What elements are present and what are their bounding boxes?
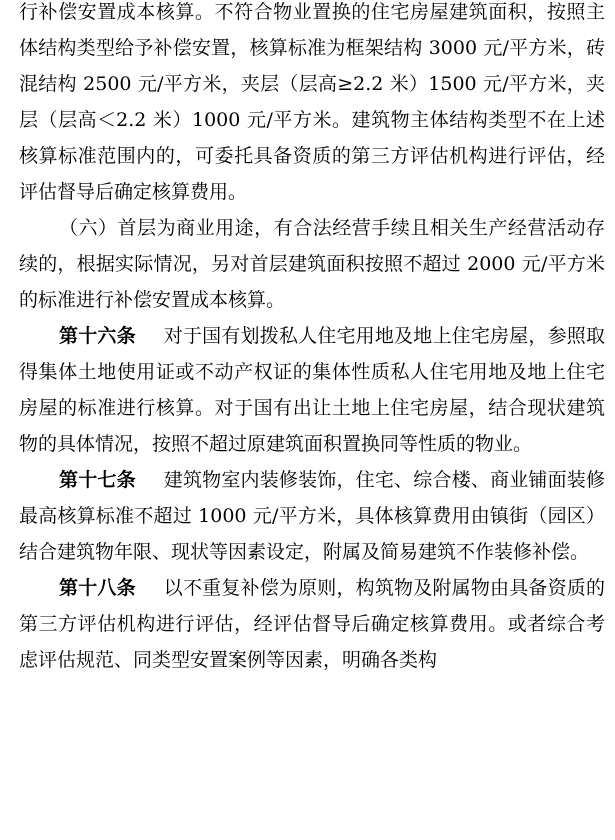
paragraph-text: 行补偿安置成本核算。不符合物业置换的住宅房屋建筑面积，按照主体结构类型给予补偿安置，核算标准为框架结构 3000 元/平方米，砖混结构 2500 元/平方米，夹层（层高≥2.2 米）1500 元/平方米，夹层（层高＜2.2 米）1000 元/平方米。建筑物主体结构类型不在上述核算标准范围内的，可委托具备资质的第三方评估机构进行评估，经评估督导后确定核算费用。 [19,1,605,203]
paragraph-text: 建筑物室内装修装饰，住宅、综合楼、商业铺面装修最高核算标准不超过 1000 元/平方米，具体核算费用由镇街（园区）结合建筑物年限、现状等因素设定，附属及简易建筑不作装修补偿。 [19,469,605,563]
article-heading: 第十八条 [59,577,136,599]
article-18 [19,570,605,678]
article-heading: 第十七条 [59,469,136,491]
article-heading: 第十六条 [59,325,136,347]
paragraph-text: （六）首层为商业用途，有合法经营手续且相关生产经营活动存续的，根据实际情况，另对首层建筑面积按照不超过 2000 元/平方米的标准进行补偿安置成本核算。 [19,217,605,311]
paragraph-continuation [19,0,605,210]
paragraph-text: 以不重复补偿为原则，构筑物及附属物由具备资质的第三方评估机构进行评估，经评估督导后确定核算费用。或者综合考虑评估规范、同类型安置案例等因素，明确各类构 [19,577,605,671]
article-16 [19,318,605,462]
article-17 [19,462,605,570]
paragraph-text: 对于国有划拨私人住宅用地及地上住宅房屋，参照取得集体土地使用证或不动产权证的集体性质私人住宅用地及地上住宅房屋的标准进行核算。对于国有出让土地上住宅房屋，结合现状建筑物的具体情况，按照不超过原建筑面积置换同等性质的物业。 [19,325,605,455]
paragraph-item-six [19,210,605,318]
